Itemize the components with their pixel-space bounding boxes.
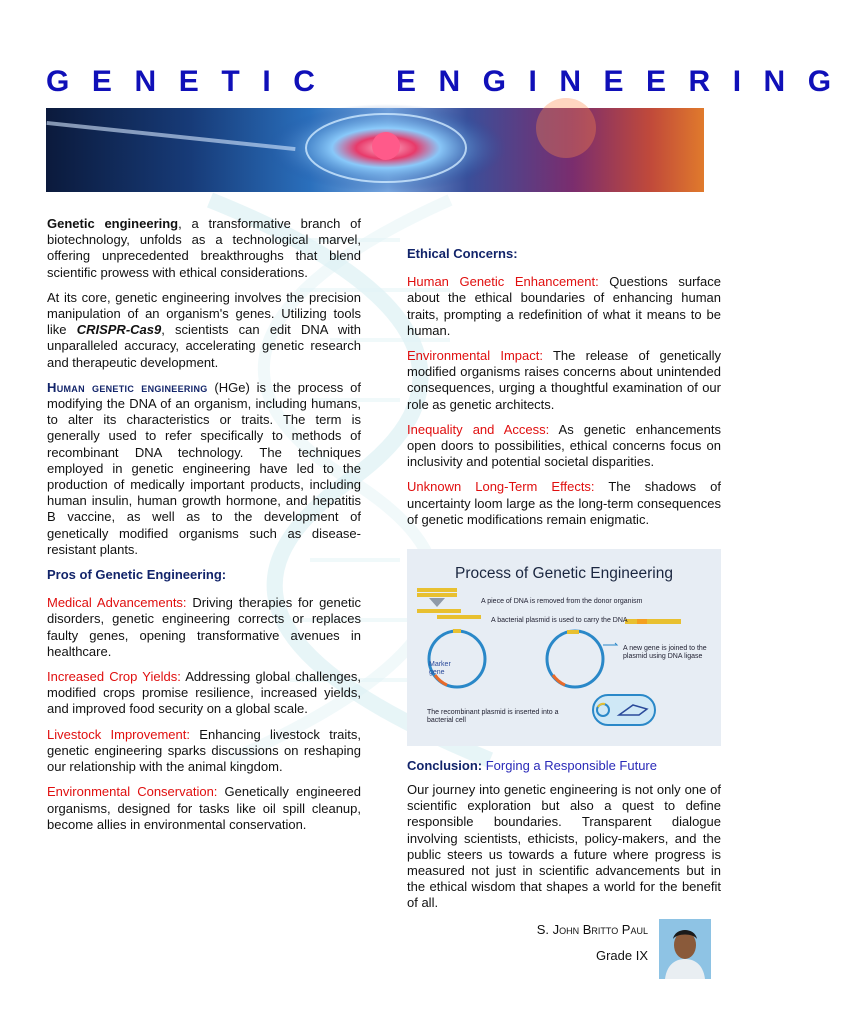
header-banner-image [46,108,704,192]
ethics-item-label: Unknown Long-Term Effects: [407,479,595,495]
conclusion-subtitle: Forging a Responsible Future [485,758,657,773]
hge-term: Human genetic engineering [47,379,208,395]
crispr-paragraph [47,290,361,371]
conclusion-label: Conclusion: [407,758,483,773]
process-diagram [407,549,721,746]
marker-gene-label: Marker gene [429,661,451,676]
crispr-term: CRISPR-Cas9 [76,322,162,338]
author-photo [659,919,711,979]
title-word-engineering: ENGINEERING [396,65,854,98]
pros-item-label: Livestock Improvement: [47,726,190,742]
ethics-item-text: Questions surface about the ethical boundaries of enhancing human traits, prompting a redefinition of what it means to be human. [407,274,721,338]
ethics-item [407,274,721,339]
pros-item-label: Environmental Conservation: [47,784,218,800]
ethics-item-label: Human Genetic Enhancement: [407,274,599,290]
intro-paragraph [47,216,361,281]
pros-item-text: Addressing global challenges, modified crops promise resilience, increased yields, and improved food security on a global scale. [47,669,361,717]
process-step-2-label: A bacterial plasmid is used to carry the DNA [491,617,628,624]
ethics-item-text: The shadows of uncertainty loom large as the long-term consequences of genetic modifications remain enigmatic. [407,479,722,527]
pros-item-text: Genetically engineered organisms, designed for tasks like oil spill cleanup, become allies in environmental conservation. [47,784,362,832]
pros-item-text: Driving therapies for genetic disorders, genetic engineering corrects or replaces faulty genes, opening transformative avenues in healthcare. [47,595,361,659]
crispr-text-before: At its core, genetic engineering involves the precision manipulation of an organism's genes. Utilizing tools like [47,289,361,338]
pros-item-label: Medical Advancements: [47,595,187,611]
crispr-text-after: , scientists can edit DNA with unparalleled accuracy, accelerating genetic research and therapeutic development. [47,322,361,370]
pros-item [47,784,361,833]
pros-item [47,595,361,660]
hge-paragraph [47,380,361,558]
ethics-item-label: Environmental Impact: [407,348,543,364]
ethics-item [407,479,721,528]
ethics-item [407,422,721,471]
author-name: S. John Britto Paul [536,922,648,937]
author-portrait-image [659,919,711,979]
pros-heading: Pros of Genetic Engineering: [47,567,227,583]
hge-text: (HGe) is the process of modifying the DNA of an organism, including humans, to alter its characteristics or traits. The term is generally used to refer specifically to methods of recombinant DNA technology. The techniques employed in genetic engineering have led to the production of medically important products, including human insulin, human growth hormone, and hepatitis B vaccine, as well as to the development of genetically modified organisms such as disease-resistant plants. [47,379,361,557]
process-step-1-label: A piece of DNA is removed from the donor organism [481,598,643,605]
ethics-item-text: The release of genetically modified organisms raises concerns about unintended consequences, urging a thoughtful examination of our role as genetic architects. [407,348,721,412]
pros-item [47,727,361,776]
intro-lead-text: , a transformative branch of biotechnology, unfolds as a technological marvel, offering unprecedented breakthroughs that blend scientific prowess with ethical considerations. [47,216,361,280]
ethics-item-label: Inequality and Access: [407,421,550,437]
process-step-3-label: A new gene is joined to the plasmid using DNA ligase [623,645,707,660]
process-step-4-label: The recombinant plasmid is inserted into a bacterial cell [427,709,559,724]
ethics-heading: Ethical Concerns: [407,246,518,261]
pros-item-label: Increased Crop Yields: [47,669,181,685]
ethics-item [407,348,721,413]
right-column [407,242,721,537]
ethics-item-text: As genetic enhancements open doors to possibilities, ethical concerns focus on inclusivity and potential societal disparities. [407,421,721,470]
pros-item-text: Enhancing livestock traits, genetic engineering sparks discussions on reshaping our relationship with the animal kingdom. [47,726,361,775]
author-grade: Grade IX [595,948,648,963]
conclusion-heading [407,758,657,773]
page-title [46,64,854,100]
pros-item [47,669,361,718]
intro-lead-term: Genetic engineering [47,216,179,231]
conclusion-text: Our journey into genetic engineering is not only one of scientific exploration but also a quest to define responsible boundaries. Transparent dialogue involving scientists, ethicists, policy-makers, and the public steers us towards a future where progress is measured not just in scientific advancements but in the ethical wisdom that shapes a world for the benefit of all. [407,782,721,911]
cell-microinjection-illustration [46,108,704,192]
left-column [47,216,361,842]
title-word-genetic: GENETIC [46,65,338,98]
process-diagram-title: Process of Genetic Engineering [455,565,673,582]
